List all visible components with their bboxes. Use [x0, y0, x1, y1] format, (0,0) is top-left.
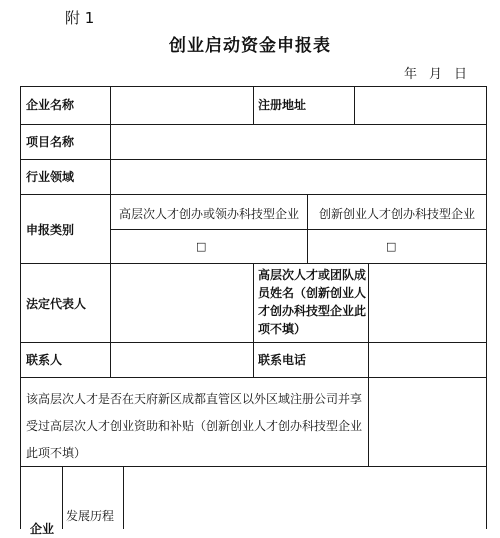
table-rule — [20, 194, 486, 195]
table-rule — [253, 86, 254, 124]
phone-field[interactable] — [369, 343, 486, 377]
subsidy-question: 该高层次人才是否在天府新区成都直管区以外区域注册公司并享受过高层次人才创业资助和补贴（创新创业人才创办科技型企业此项不填） — [26, 392, 363, 460]
date-day: 日 — [454, 67, 468, 82]
history-label: 发展历程 — [66, 509, 115, 523]
reg-address-field[interactable] — [355, 87, 486, 124]
company-name-label: 企业名称 — [26, 98, 75, 112]
talent-name-field[interactable] — [369, 264, 486, 342]
project-name-label: 项目名称 — [26, 135, 75, 149]
table-rule — [486, 86, 487, 529]
history-field[interactable] — [124, 467, 486, 529]
attachment-label: 附 1 — [65, 9, 95, 27]
table-rule — [110, 229, 486, 230]
contact-label: 联系人 — [26, 353, 63, 367]
reg-address-label: 注册地址 — [258, 98, 307, 112]
project-name-field[interactable] — [111, 125, 486, 159]
category-checkbox-1[interactable]: □ — [196, 240, 207, 253]
date-month: 月 — [429, 67, 443, 82]
category-option-2: 创新创业人才创办科技型企业 — [318, 207, 475, 221]
phone-label: 联系电话 — [258, 353, 307, 367]
industry-field[interactable] — [111, 160, 486, 194]
legal-rep-label: 法定代表人 — [26, 297, 87, 311]
category-option-1: 高层次人才创办或领办科技型企业 — [118, 207, 299, 221]
talent-name-label: 高层次人才或团队成员姓名（创新创业人才创办科技型企业此项不填） — [258, 268, 367, 336]
company-name-field[interactable] — [111, 87, 253, 124]
date-line — [404, 63, 467, 82]
company-section-label: 企业 — [30, 522, 55, 536]
table-rule — [20, 86, 21, 529]
category-label: 申报类别 — [26, 223, 75, 237]
table-rule — [62, 466, 63, 529]
legal-rep-field[interactable] — [111, 264, 253, 342]
form-title: 创业启动资金申报表 — [169, 36, 331, 56]
contact-field[interactable] — [111, 343, 253, 377]
category-checkbox-2[interactable]: □ — [386, 240, 397, 253]
date-year: 年 — [404, 67, 418, 82]
subsidy-answer-field[interactable] — [369, 378, 486, 466]
industry-label: 行业领域 — [26, 170, 75, 184]
table-rule — [253, 263, 254, 377]
